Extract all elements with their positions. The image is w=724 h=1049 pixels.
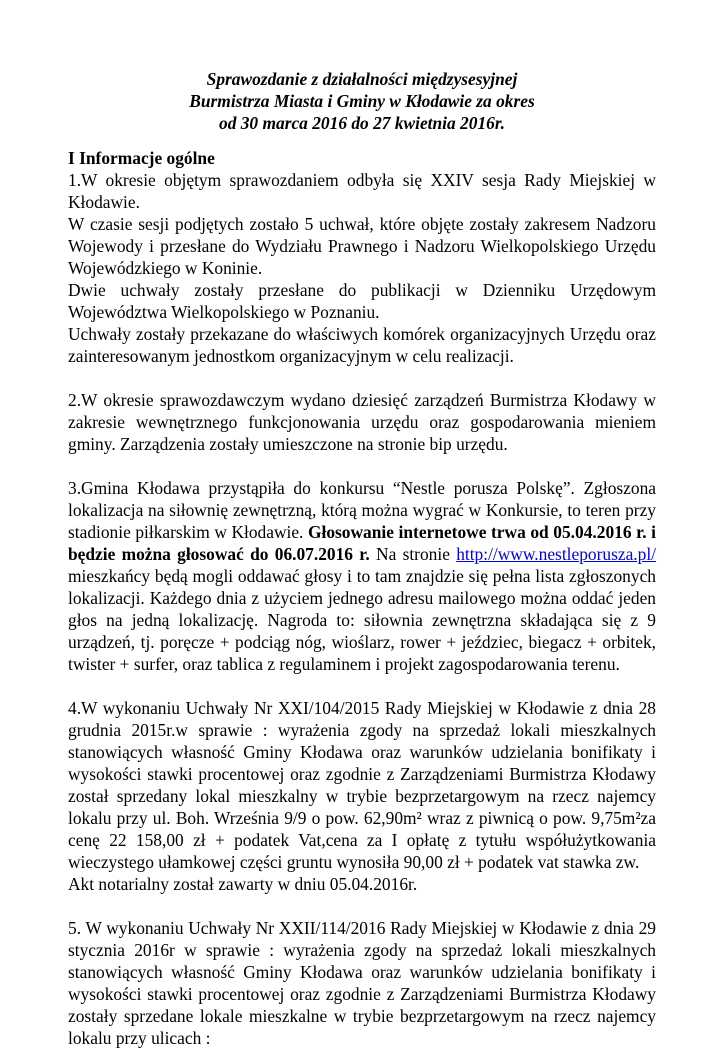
- paragraph-line: 4.W wykonaniu Uchwały Nr XXI/104/2015 Rady Miejskiej w Kłodawie z dnia 28: [68, 698, 656, 718]
- paragraph-line: Dwie uchwały zostały przesłane do publikacji w Dzienniku Urzędowym: [68, 280, 656, 300]
- paragraph-line: lokalizacja na siłownię zewnętrzną, którą można wygrać w Konkursie, to teren przy: [68, 500, 656, 520]
- paragraph-line: [68, 521, 656, 543]
- title-line-2: Burmistrza Miasta i Gminy w Kłodawie za okres: [189, 91, 535, 111]
- paragraph-line: grudnia 2015r.w sprawie : wyrażenia zgody na sprzedaż lokali mieszkalnych: [68, 720, 656, 740]
- section-heading: I Informacje ogólne: [68, 148, 215, 168]
- paragraph-line: [68, 543, 656, 565]
- paragraph-text: Na stronie: [369, 544, 457, 564]
- paragraph-line: urządzeń, tj. poręcze + podciąg nóg, wioślarz, rower + jeździec, biegacz + orbitek,: [68, 632, 656, 652]
- nestle-porusza-link[interactable]: http://www.nestleporusza.pl/: [456, 544, 656, 564]
- paragraph-line: 3.Gmina Kłodawa przystąpiła do konkursu “Nestle porusza Polskę”. Zgłoszona: [68, 478, 656, 498]
- paragraph-line: stycznia 2016r w sprawie : wyrażenia zgody na sprzedaż lokali mieszkalnych: [68, 940, 656, 960]
- voting-deadline-text: będzie można głosować do 06.07.2016 r.: [68, 544, 370, 564]
- paragraph-line: stanowiących własność Gminy Kłodawa oraz warunków udzielania bonifikaty i: [68, 742, 656, 762]
- paragraph-line: zostały sprzedane lokale mieszkalne w trybie bezprzetargowym na rzecz najemcy: [68, 1006, 656, 1026]
- report-body: [68, 147, 656, 1049]
- paragraph-text: stadionie piłkarskim w Kłodawie.: [68, 522, 308, 542]
- paragraph-line: 2.W okresie sprawozdawczym wydano dziesięć zarządzeń Burmistrza Kłodawy w: [68, 390, 656, 410]
- paragraph-line: 5. W wykonaniu Uchwały Nr XXII/114/2016 Rady Miejskiej w Kłodawie z dnia 29: [68, 918, 656, 938]
- paragraph-line: lokalu przy ulicach :: [68, 1028, 211, 1048]
- paragraph-line: lokalizacji. Każdego dnia z użyciem jednego adresu mailowego można oddać jeden: [68, 588, 656, 608]
- paragraph-line: Kłodawie.: [68, 192, 140, 212]
- paragraph-line: stanowiących własność Gminy Kłodawa oraz warunków udzielania bonifikaty i: [68, 962, 656, 982]
- paragraph-2: [68, 389, 656, 455]
- paragraph-line: twister + surfer, oraz tablica z regulaminem i projekt zagospodarowania terenu.: [68, 654, 620, 674]
- paragraph-line: wysokości stawki procentowej oraz zgodnie z Zarządzeniami Burmistrza Kłodawy: [68, 984, 656, 1004]
- paragraph-line: W czasie sesji podjętych zostało 5 uchwał, które objęte zostały zakresem Nadzoru: [68, 214, 656, 234]
- paragraph-line: cenę 22 158,00 zł + podatek Vat,cena za I opłatę z tytułu współużytkowania: [68, 830, 656, 850]
- paragraph-line: Wojewody i przesłane do Wydziału Prawnego i Nadzoru Wielkopolskiego Urzędu: [68, 236, 656, 256]
- paragraph-line: lokalu przy ul. Boh. Września 9/9 o pow. 62,90m² wraz z piwnicą o pow. 9,75m²za: [68, 808, 656, 828]
- report-title: [60, 68, 664, 134]
- paragraph-line: mieszkańcy będą mogli oddawać głosy i to tam znajdzie się pełna lista zgłoszonych: [68, 566, 656, 586]
- paragraph-4: [68, 697, 656, 895]
- paragraph-line: Uchwały zostały przekazane do właściwych komórek organizacyjnych Urzędu oraz: [68, 324, 656, 344]
- paragraph-line: Wojewódzkiego w Koninie.: [68, 258, 263, 278]
- paragraph-line: głos na jedną lokalizację. Nagroda to: siłownia zewnętrzna składająca się z 9: [68, 610, 656, 630]
- paragraph-line: wieczystego ułamkowej części gruntu wynosiła 90,00 zł + podatek vat stawka zw.: [68, 852, 640, 872]
- paragraph-line: 1.W okresie objętym sprawozdaniem odbyła się XXIV sesja Rady Miejskiej w: [68, 170, 656, 190]
- paragraph-5: [68, 917, 656, 1049]
- paragraph-line: został sprzedany lokal mieszkalny w trybie bezprzetargowym na rzecz najemcy: [68, 786, 656, 806]
- paragraph-line: Województwa Wielkopolskiego w Poznaniu.: [68, 302, 380, 322]
- paragraph-line: zakresie wewnętrznego funkcjonowania urzędu oraz gospodarowania mieniem: [68, 412, 656, 432]
- voting-period-text: Głosowanie internetowe trwa od 05.04.2016 r. i: [307, 522, 656, 542]
- paragraph-line: wysokości stawki procentowej oraz zgodnie z Zarządzeniami Burmistrza Kłodawy: [68, 764, 656, 784]
- title-line-1: Sprawozdanie z działalności międzysesyjnej: [206, 69, 518, 89]
- paragraph-line: Akt notarialny został zawarty w dniu 05.04.2016r.: [68, 874, 418, 894]
- paragraph-3: [68, 477, 656, 675]
- paragraph-1: [68, 169, 656, 367]
- paragraph-line: zainteresowanym jednostkom organizacyjnym w celu realizacji.: [68, 346, 514, 366]
- paragraph-line: gminy. Zarządzenia zostały umieszczone na stronie bip urzędu.: [68, 434, 508, 454]
- title-line-3: od 30 marca 2016 do 27 kwietnia 2016r.: [219, 113, 505, 133]
